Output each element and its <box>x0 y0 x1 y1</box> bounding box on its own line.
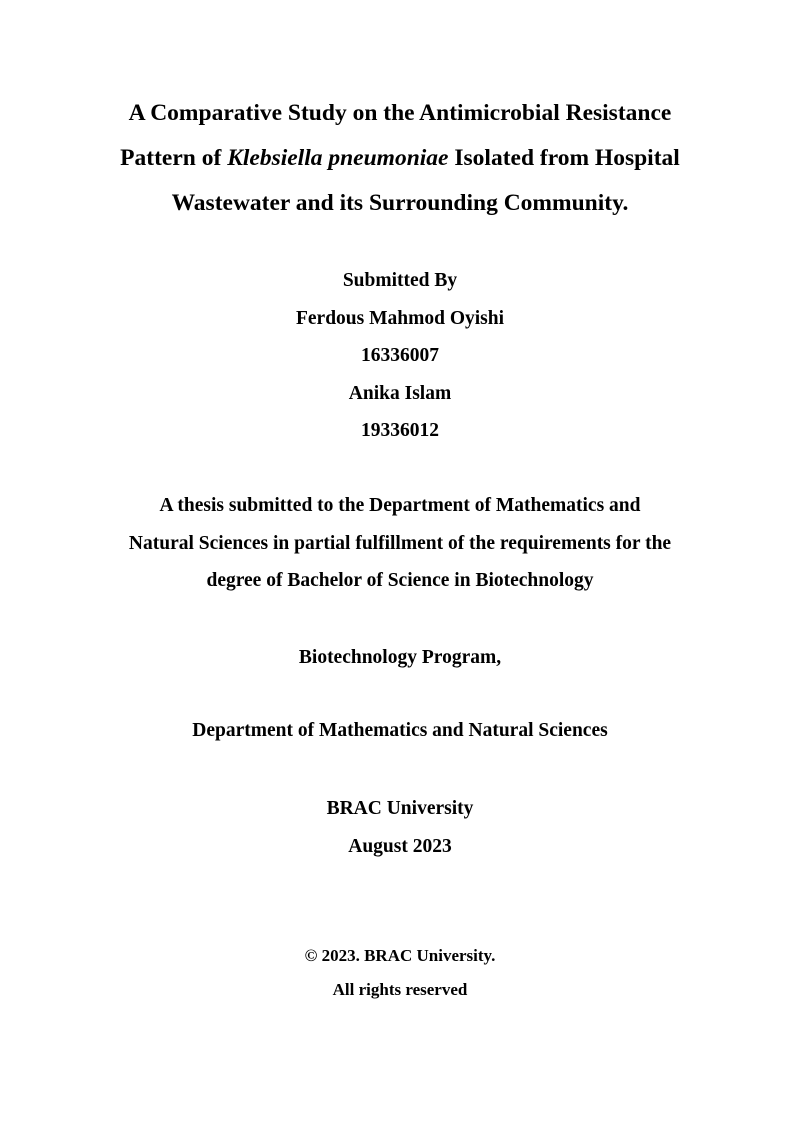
university-name: BRAC University <box>326 798 474 819</box>
title-line-2-suffix: Isolated from Hospital <box>448 145 680 171</box>
thesis-statement-line-2: Natural Sciences in partial fulfillment of the requirements for the <box>128 532 672 554</box>
title-line-2-prefix: Pattern of <box>120 145 228 171</box>
rights-reserved: All rights reserved <box>332 980 468 999</box>
title-line-2 <box>60 136 740 181</box>
author-name: Anika Islam <box>348 382 452 404</box>
author-name: Ferdous Mahmod Oyishi <box>295 307 505 329</box>
program-name: Biotechnology Program, <box>298 647 502 668</box>
author-id: 16336007 <box>361 345 439 366</box>
department-name: Department of Mathematics and Natural Sciences <box>192 720 608 741</box>
copyright-block <box>60 939 740 1007</box>
university-block <box>60 790 740 865</box>
thesis-statement-line-3: degree of Bachelor of Science in Biotechnology <box>206 570 594 591</box>
submitted-by-label: Submitted By <box>342 270 458 291</box>
thesis-statement-line-1: A thesis submitted to the Department of Mathematics and <box>159 495 641 516</box>
thesis-statement <box>60 487 740 600</box>
title-line-1: A Comparative Study on the Antimicrobial Resistance <box>128 100 672 126</box>
submitted-by-section <box>60 262 740 450</box>
submission-date: August 2023 <box>348 835 452 857</box>
thesis-title <box>60 91 740 226</box>
title-line-3: Wastewater and its Surrounding Community. <box>171 190 629 216</box>
copyright-notice: © 2023. BRAC University. <box>304 946 496 965</box>
organism-name: Klebsiella pneumoniae <box>227 145 449 171</box>
author-id: 19336012 <box>361 420 439 441</box>
